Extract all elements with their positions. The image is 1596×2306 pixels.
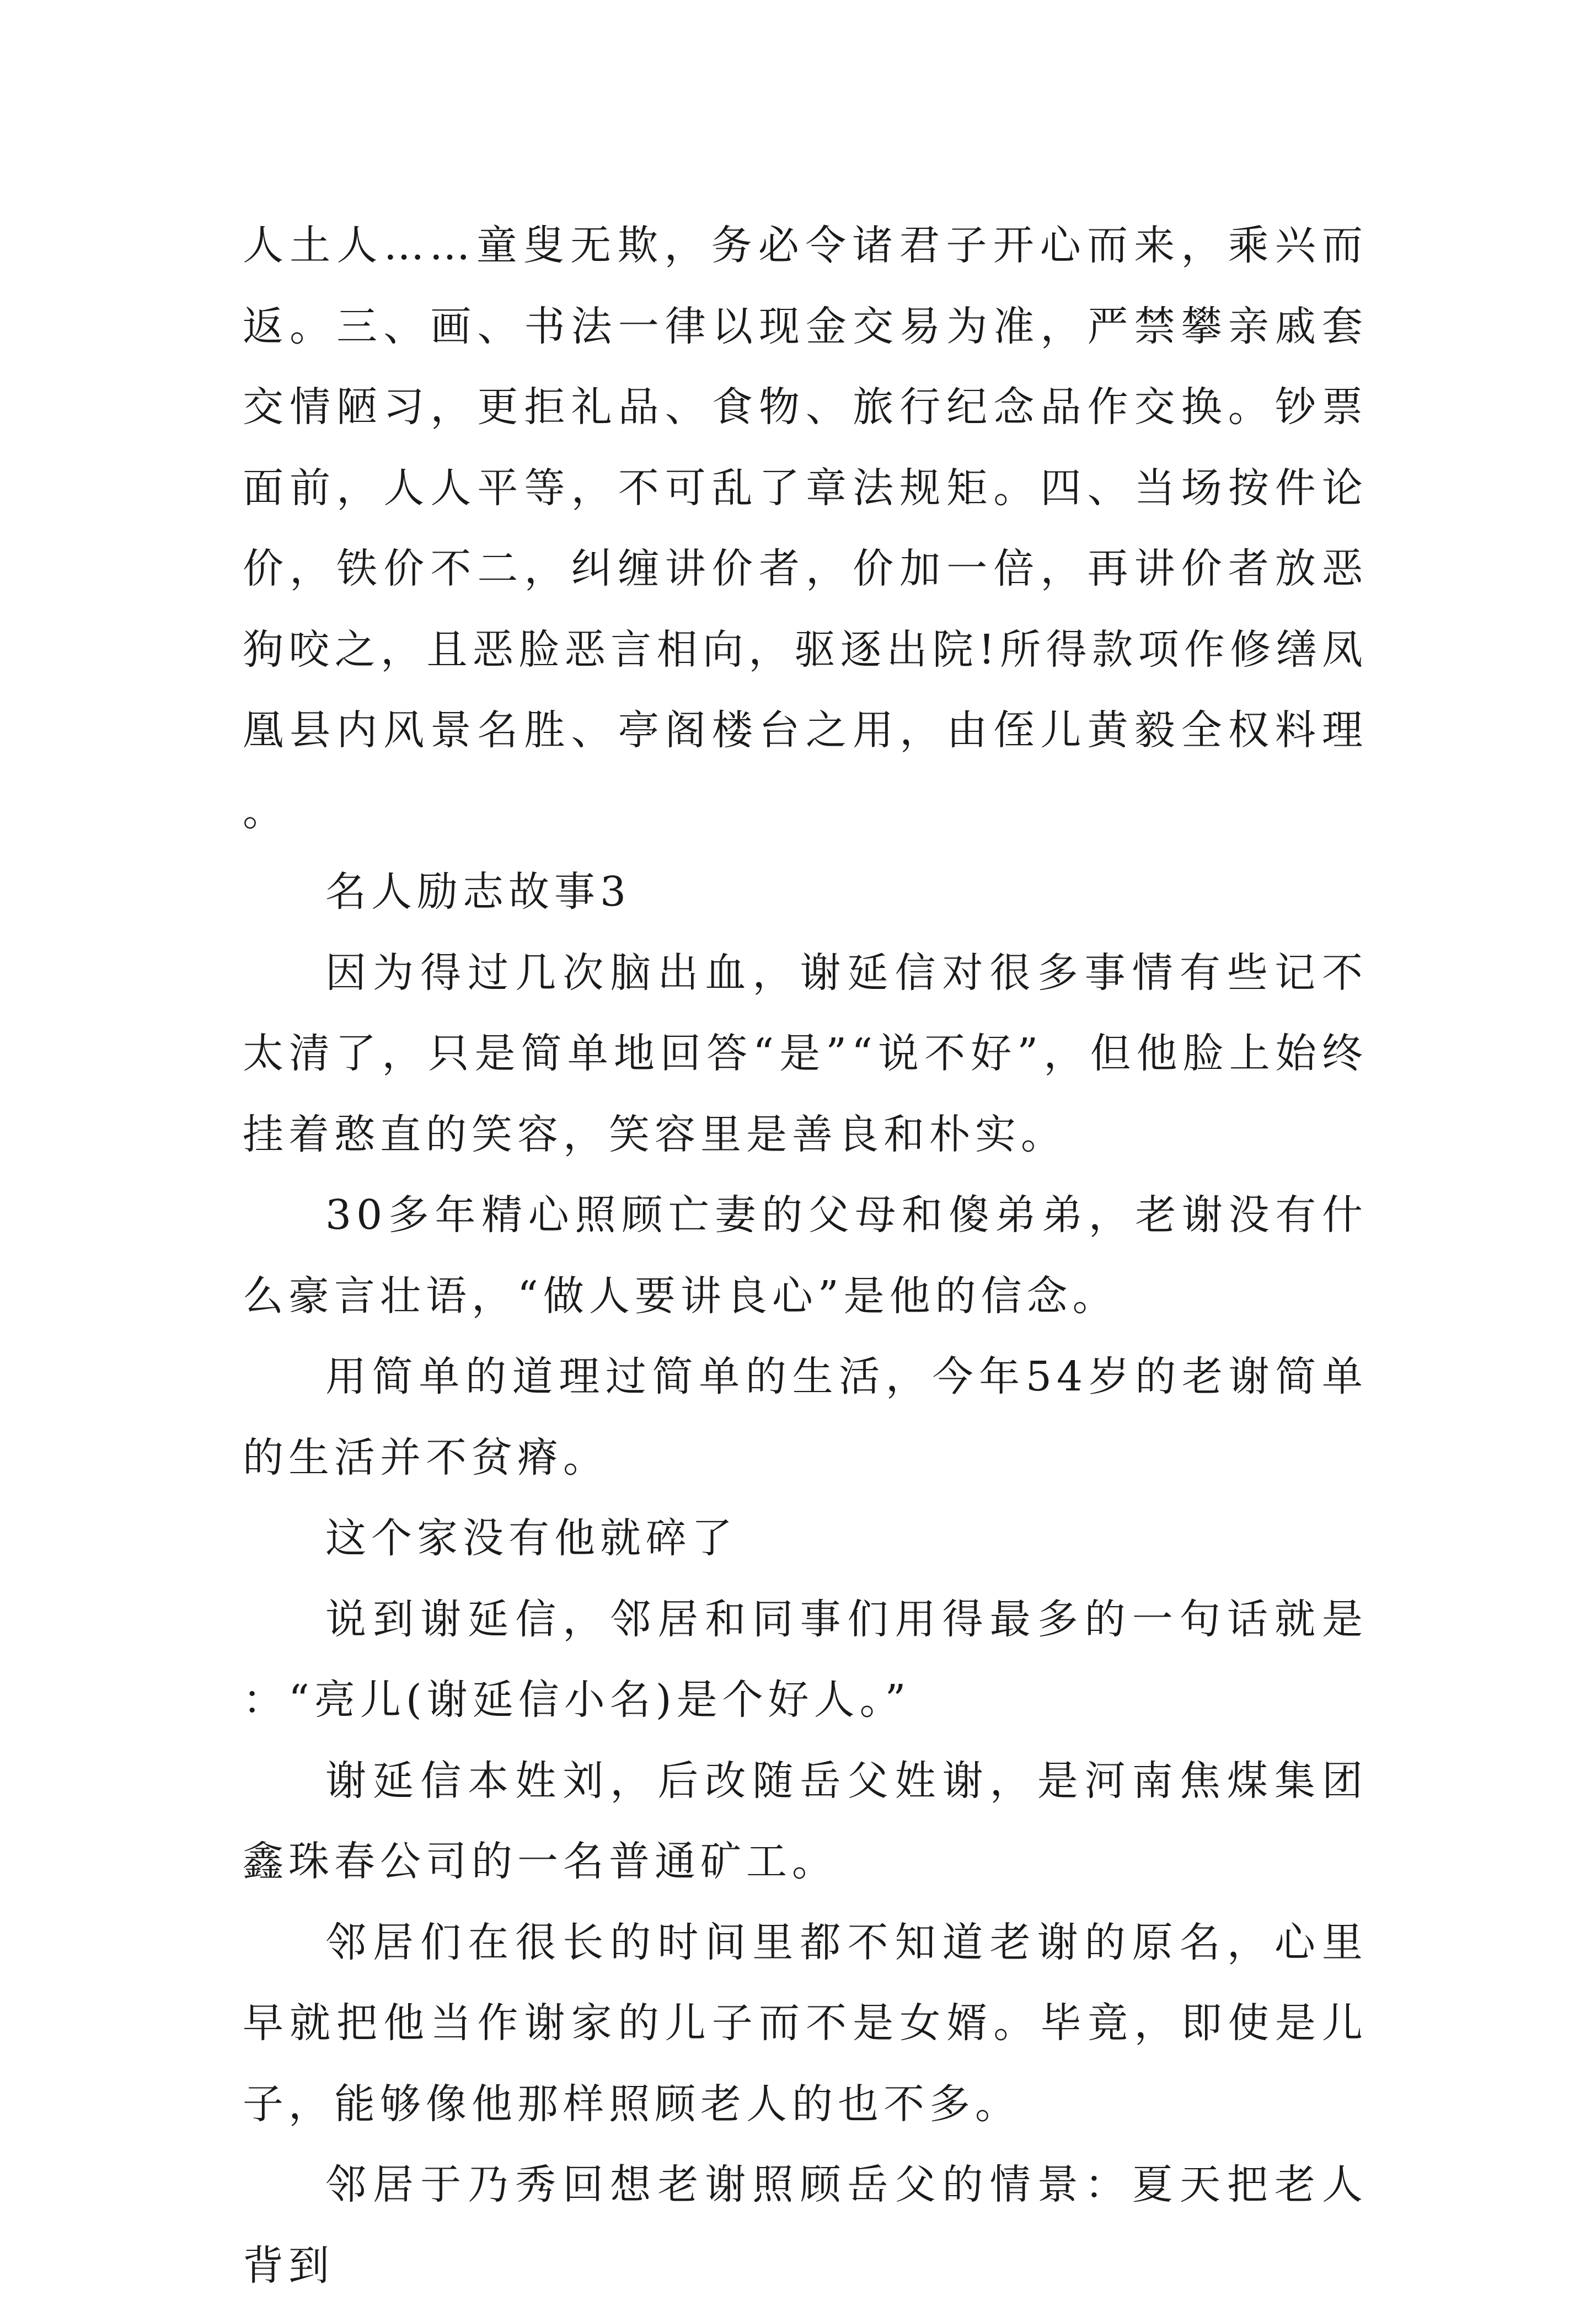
paragraph: 30多年精心照顾亡妻的父母和傻弟弟，老谢没有什么豪言壮语，“做人要讲良心”是他的信念。	[243, 1191, 1368, 1320]
paragraph: 用简单的道理过简单的生活，今年54岁的老谢简单的生活并不贫瘠。	[243, 1353, 1368, 1481]
subheading: 这个家没有他就碎了	[325, 1515, 737, 1562]
paragraph: 因为得过几次脑出血，谢延信对很多事情有些记不太清了，只是简单地回答“是”“说不好”，但他脸上始终挂着憨直的笑容，笑容里是善良和朴实。	[243, 949, 1368, 1158]
paragraph: 谢延信本姓刘，后改随岳父姓谢，是河南焦煤集团鑫珠春公司的一名普通矿工。	[243, 1757, 1368, 1885]
paragraph-truncated: 邻居于乃秀回想老谢照顾岳父的情景：夏天把老人背到	[243, 2161, 1368, 2289]
paragraph-continued: 人土人……童叟无欺，务必令诸君子开心而来，乘兴而返。三、画、书法一律以现金交易为准，严禁攀亲戚套交情陋习，更拒礼品、食物、旅行纪念品作交换。钞票面前，人人平等，不可乱了章法规矩。四、当场按件论价，铁价不二，纠缠讲价者，价加一倍，再讲价者放恶狗咬之，且恶脸恶言相向，驱逐出院!所得款项作修缮凤凰县内风景名胜、亭阁楼台之用，由侄儿黄毅全权料理。	[243, 222, 1368, 835]
paragraph: 邻居们在很长的时间里都不知道老谢的原名，心里早就把他当作谢家的儿子而不是女婿。毕竟，即使是儿子，能够像他那样照顾老人的也不多。	[243, 1918, 1368, 2128]
section-heading: 名人励志故事3	[325, 868, 631, 916]
document-body	[243, 205, 1368, 2306]
paragraph: 说到谢延信，邻居和同事们用得最多的一句话就是：“亮儿(谢延信小名)是个好人。”	[243, 1595, 1368, 1724]
